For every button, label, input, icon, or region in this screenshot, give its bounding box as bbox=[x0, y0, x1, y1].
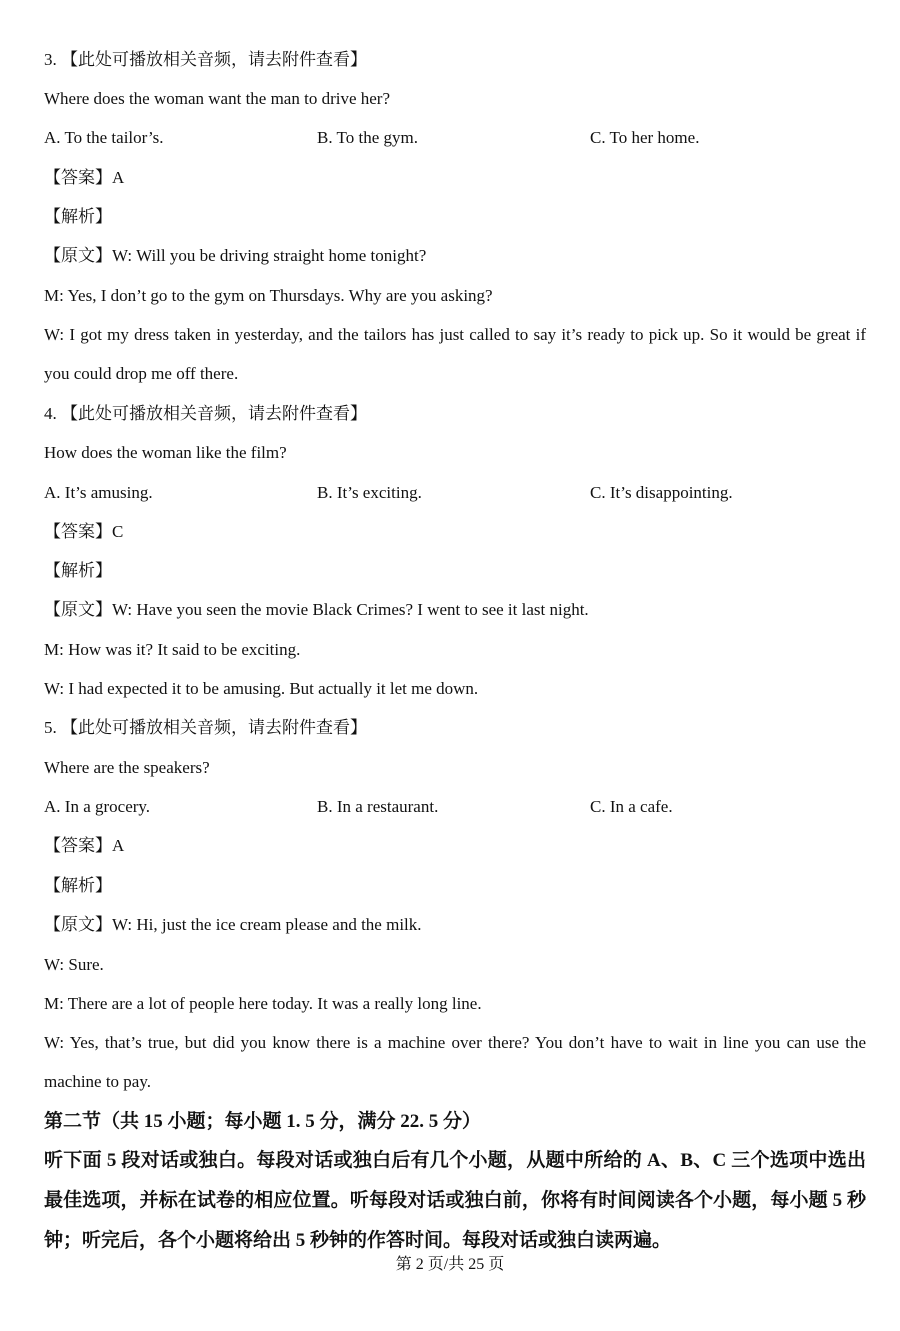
answer-label: 【答案】A bbox=[44, 836, 125, 855]
question-4-options bbox=[44, 482, 864, 504]
transcript-line: W: I got my dress taken in yesterday, and the tailors has just called to say it’s ready to pick up. So it would be great if you could drop me off there. bbox=[44, 325, 866, 383]
answer-label: 【答案】A bbox=[44, 168, 125, 187]
transcript-line: W: I had expected it to be amusing. But actually it let me down. bbox=[44, 679, 479, 698]
question-5-options bbox=[44, 796, 864, 818]
option-b: B. To the gym. bbox=[317, 128, 418, 147]
question-3-text: Where does the woman want the man to drive her? bbox=[44, 89, 391, 108]
question-4-text: How does the woman like the film? bbox=[44, 443, 287, 462]
option-c: C. It’s disappointing. bbox=[590, 483, 733, 502]
analysis-label: 【解析】 bbox=[44, 876, 112, 895]
question-3-header: 3. 【此处可播放相关音频，请去附件查看】 bbox=[44, 50, 367, 69]
option-a: A. It’s amusing. bbox=[44, 483, 153, 502]
option-a: A. In a grocery. bbox=[44, 797, 151, 816]
question-5-header: 5. 【此处可播放相关音频，请去附件查看】 bbox=[44, 718, 367, 737]
transcript-line: 【原文】W: Have you seen the movie Black Crimes? I went to see it last night. bbox=[44, 600, 589, 619]
question-4-header: 4. 【此处可播放相关音频，请去附件查看】 bbox=[44, 404, 367, 423]
option-c: C. To her home. bbox=[590, 128, 700, 147]
section-title: 第二节（共 15 小题；每小题 1. 5 分，满分 22. 5 分） bbox=[44, 1111, 482, 1132]
question-5-text: Where are the speakers? bbox=[44, 758, 210, 777]
option-a: A. To the tailor’s. bbox=[44, 128, 164, 147]
transcript-line: 【原文】W: Hi, just the ice cream please and the milk. bbox=[44, 915, 422, 934]
transcript-line: W: Yes, that’s true, but did you know there is a machine over there? You don’t have to wait in line you can use the machine to pay. bbox=[44, 1033, 866, 1091]
analysis-label: 【解析】 bbox=[44, 561, 112, 580]
answer-label: 【答案】C bbox=[44, 522, 124, 541]
transcript-line: M: Yes, I don’t go to the gym on Thursdays. Why are you asking? bbox=[44, 286, 493, 305]
option-b: B. In a restaurant. bbox=[317, 797, 439, 816]
option-b: B. It’s exciting. bbox=[317, 483, 422, 502]
option-c: C. In a cafe. bbox=[590, 797, 673, 816]
transcript-line: M: How was it? It said to be exciting. bbox=[44, 640, 301, 659]
transcript-line: M: There are a lot of people here today. It was a really long line. bbox=[44, 994, 482, 1013]
transcript-line: W: Sure. bbox=[44, 955, 104, 974]
transcript-line: 【原文】W: Will you be driving straight home tonight? bbox=[44, 246, 427, 265]
section-instructions: 听下面 5 段对话或独白。每段对话或独白后有几个小题，从题中所给的 A、B、C 三个选项中选出最佳选项，并标在试卷的相应位置。听每段对话或独白前，你将有时间阅读各个小题，每小题 5 秒钟；听完后，各个小题将给出 5 秒钟的作答时间。每段对话或独白读两遍。 bbox=[44, 1150, 866, 1251]
page-footer: 第 2 页/共 25 页 bbox=[395, 1256, 505, 1273]
question-3-options bbox=[44, 127, 864, 149]
analysis-label: 【解析】 bbox=[44, 207, 112, 226]
